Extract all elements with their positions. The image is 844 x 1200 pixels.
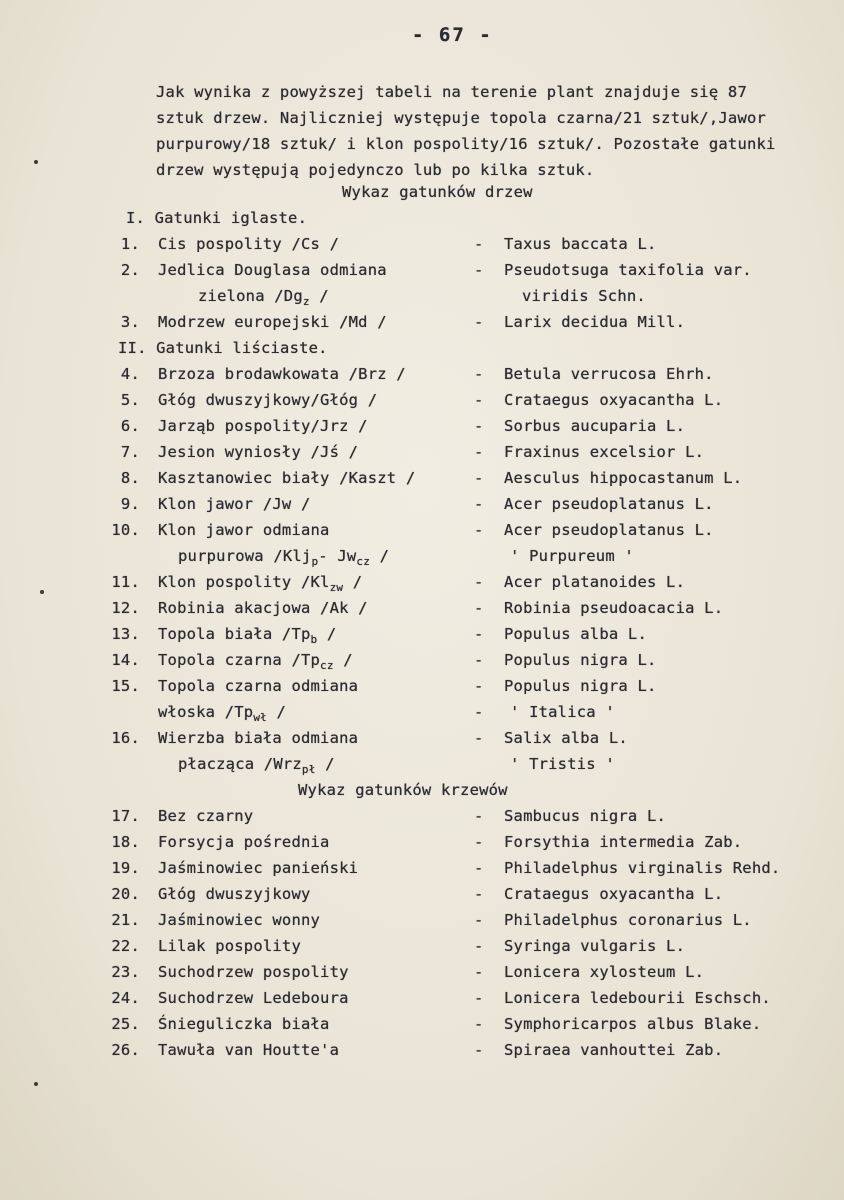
tree-subscript: cz <box>356 555 371 568</box>
tree-polish-name: Topola biała $/Tp_b$ / <box>158 625 337 646</box>
tree-number: 14. <box>111 651 140 669</box>
shrub-number: 23. <box>111 963 140 981</box>
tree-latin-name: ' Tristis ' <box>510 755 615 773</box>
tree-dash: - <box>474 651 484 669</box>
tree-latin-name: Pseudotsuga taxifolia var. <box>504 261 752 279</box>
shrub-dash: - <box>474 833 484 851</box>
tree-polish-name: Robinia akacjowa /Ak / <box>158 599 368 617</box>
tree-subscript: b <box>310 633 318 646</box>
shrub-number: 21. <box>111 911 140 929</box>
shrub-row <box>0 1015 844 1041</box>
tree-row <box>0 365 844 391</box>
shrub-latin-name: Philadelphus virginalis Rehd. <box>504 859 781 877</box>
shrub-latin-name: Symphoricarpos albus Blake. <box>504 1015 762 1033</box>
shrub-polish-name: Lilak pospolity <box>158 937 301 955</box>
intro-line-1: Jak wynika z powyższej tabeli na terenie plant znajduje się 87 <box>156 83 747 101</box>
shrub-dash: - <box>474 937 484 955</box>
shrub-dash: - <box>474 1041 484 1059</box>
shrubs-heading: Wykaz gatunków krzewów <box>298 781 508 799</box>
tree-number: 2. <box>120 261 140 279</box>
speck <box>34 160 38 164</box>
tree-latin-name: Acer platanoides L. <box>504 573 686 591</box>
shrub-row <box>0 937 844 963</box>
intro-line-3: purpurowy/18 sztuk/ i klon pospolity/16 sztuk/. Pozostałe gatunki <box>156 135 776 153</box>
shrub-dash: - <box>474 989 484 1007</box>
tree-dash: - <box>474 729 484 747</box>
tree-polish-name: Klon pospolity $/Kl_{zw}$ / <box>158 573 363 594</box>
tree-row <box>0 755 844 781</box>
tree-dash: - <box>474 261 484 279</box>
tree-subscript: z <box>302 295 310 308</box>
shrub-latin-name: Philadelphus coronarius L. <box>504 911 752 929</box>
tree-polish-name: zielona $/Dg_z$ / <box>198 287 329 308</box>
tree-latin-name: Salix alba L. <box>504 729 628 747</box>
tree-row <box>0 287 844 313</box>
tree-dash: - <box>474 677 484 695</box>
tree-latin-name: Acer pseudoplatanus L. <box>504 495 714 513</box>
tree-row <box>0 573 844 599</box>
tree-polish-name: Jesion wyniosły /Jś / <box>158 443 359 461</box>
shrub-row <box>0 833 844 859</box>
shrub-polish-name: Suchodrzew Ledeboura <box>158 989 349 1007</box>
tree-number: 5. <box>120 391 140 409</box>
tree-row <box>0 729 844 755</box>
shrub-row <box>0 807 844 833</box>
tree-number: 10. <box>111 521 140 539</box>
tree-latin-name: ' Purpureum ' <box>510 547 634 565</box>
shrub-dash: - <box>474 885 484 903</box>
tree-dash: - <box>474 391 484 409</box>
tree-polish-name: Klon jawor odmiana <box>158 521 330 539</box>
tree-row <box>0 625 844 651</box>
tree-number: 16. <box>111 729 140 747</box>
shrub-row <box>0 911 844 937</box>
tree-polish-name: włoska $/Tp_{wł}$ / <box>158 703 287 724</box>
tree-latin-name: ' Italica ' <box>510 703 615 721</box>
tree-dash: - <box>474 573 484 591</box>
shrub-number: 17. <box>111 807 140 825</box>
section-deciduous: II. Gatunki liściaste. <box>118 339 328 357</box>
shrub-polish-name: Bez czarny <box>158 807 254 825</box>
tree-number: 13. <box>111 625 140 643</box>
shrub-dash: - <box>474 911 484 929</box>
shrub-row <box>0 1041 844 1067</box>
shrub-latin-name: Lonicera xylosteum L. <box>504 963 705 981</box>
tree-row <box>0 521 844 547</box>
tree-number: 9. <box>120 495 140 513</box>
shrub-number: 26. <box>111 1041 140 1059</box>
tree-dash: - <box>474 521 484 539</box>
shrub-dash: - <box>474 807 484 825</box>
shrub-number: 22. <box>111 937 140 955</box>
tree-polish-name: Jarząb pospolity/Jrz / <box>158 417 368 435</box>
tree-latin-name: Robinia pseudoacacia L. <box>504 599 724 617</box>
tree-number: 12. <box>111 599 140 617</box>
intro-line-2: sztuk drzew. Najliczniej występuje topola czarna/21 sztuk/,Jawor <box>156 109 767 127</box>
tree-latin-name: viridis Schn. <box>522 287 646 305</box>
shrub-polish-name: Śnieguliczka biała <box>158 1015 330 1033</box>
tree-polish-name: Kasztanowiec biały /Kaszt / <box>158 469 416 487</box>
tree-dash: - <box>474 365 484 383</box>
shrub-polish-name: Suchodrzew pospolity <box>158 963 349 981</box>
tree-dash: - <box>474 469 484 487</box>
speck <box>34 1082 38 1086</box>
shrub-polish-name: Tawuła van Houtte'a <box>158 1041 340 1059</box>
tree-polish-name: Cis pospolity /Cs / <box>158 235 340 253</box>
tree-polish-name: Jedlica Douglasa odmiana <box>158 261 387 279</box>
tree-row <box>0 417 844 443</box>
tree-latin-name: Acer pseudoplatanus L. <box>504 521 714 539</box>
tree-number: 4. <box>120 365 140 383</box>
tree-latin-name: Populus nigra L. <box>504 677 657 695</box>
tree-latin-name: Crataegus oxyacantha L. <box>504 391 724 409</box>
shrub-row <box>0 989 844 1015</box>
intro-line-4: drzew występują pojedynczo lub po kilka sztuk. <box>156 161 595 179</box>
tree-polish-name: Wierzba biała odmiana <box>158 729 359 747</box>
tree-polish-name: płacząca /Wrz$_{pł}$ / <box>178 755 335 776</box>
tree-dash: - <box>474 495 484 513</box>
shrub-latin-name: Sambucus nigra L. <box>504 807 667 825</box>
tree-polish-name: Klon jawor /Jw / <box>158 495 311 513</box>
tree-latin-name: Aesculus hippocastanum L. <box>504 469 743 487</box>
shrub-latin-name: Forsythia intermedia Zab. <box>504 833 743 851</box>
tree-dash: - <box>474 417 484 435</box>
tree-polish-name: Brzoza brodawkowata /Brz / <box>158 365 406 383</box>
shrub-number: 20. <box>111 885 140 903</box>
tree-latin-name: Populus alba L. <box>504 625 647 643</box>
tree-subscript: p <box>311 555 319 568</box>
tree-dash: - <box>474 443 484 461</box>
shrub-number: 25. <box>111 1015 140 1033</box>
tree-row <box>0 495 844 521</box>
tree-number: 1. <box>120 235 140 253</box>
tree-latin-name: Betula verrucosa Ehrh. <box>504 365 714 383</box>
tree-polish-name: Topola czarna $/Tp_{cz}$ / <box>158 651 353 672</box>
shrub-latin-name: Crataegus oxyacantha L. <box>504 885 724 903</box>
shrub-number: 18. <box>111 833 140 851</box>
page-number: - 67 - <box>412 24 493 46</box>
shrub-row <box>0 859 844 885</box>
tree-polish-name: Topola czarna odmiana <box>158 677 359 695</box>
shrub-polish-name: Forsycja pośrednia <box>158 833 330 851</box>
tree-latin-name: Sorbus aucuparia L. <box>504 417 686 435</box>
speck <box>40 590 44 594</box>
tree-row <box>0 677 844 703</box>
tree-row <box>0 261 844 287</box>
tree-latin-name: Larix decidua Mill. <box>504 313 686 331</box>
shrub-latin-name: Spiraea vanhouttei Zab. <box>504 1041 724 1059</box>
tree-row <box>0 547 844 573</box>
tree-row <box>0 599 844 625</box>
shrub-dash: - <box>474 859 484 877</box>
tree-number: 6. <box>120 417 140 435</box>
tree-number: 11. <box>111 573 140 591</box>
shrub-row <box>0 885 844 911</box>
tree-row <box>0 703 844 729</box>
shrub-latin-name: Syringa vulgaris L. <box>504 937 686 955</box>
tree-dash: - <box>474 313 484 331</box>
tree-subscript: wł <box>253 711 267 724</box>
tree-subscript: cz <box>320 659 334 672</box>
tree-row <box>0 651 844 677</box>
tree-subscript: pł <box>301 763 316 776</box>
tree-latin-name: Taxus baccata L. <box>504 235 657 253</box>
shrub-dash: - <box>474 963 484 981</box>
tree-latin-name: Populus nigra L. <box>504 651 657 669</box>
tree-row <box>0 469 844 495</box>
tree-number: 7. <box>120 443 140 461</box>
tree-row <box>0 313 844 339</box>
tree-row <box>0 235 844 261</box>
tree-row <box>0 443 844 469</box>
tree-number: 15. <box>111 677 140 695</box>
trees-heading: Wykaz gatunków drzew <box>342 183 533 201</box>
shrub-number: 24. <box>111 989 140 1007</box>
tree-polish-name: Głóg dwuszyjkowy/Głóg / <box>158 391 378 409</box>
section-conifers: I. Gatunki iglaste. <box>126 209 308 227</box>
tree-dash: - <box>474 625 484 643</box>
tree-number: 8. <box>120 469 140 487</box>
shrub-number: 19. <box>111 859 140 877</box>
shrub-row <box>0 963 844 989</box>
shrub-polish-name: Jaśminowiec wonny <box>158 911 321 929</box>
shrub-polish-name: Głóg dwuszyjkowy <box>158 885 311 903</box>
shrub-latin-name: Lonicera ledebourii Eschsch. <box>504 989 771 1007</box>
tree-polish-name: purpurowa /Klj$_p$- $Jw_{cz}$ / <box>178 547 390 568</box>
tree-polish-name: Modrzew europejski /Md / <box>158 313 387 331</box>
tree-dash: - <box>474 235 484 253</box>
tree-subscript: zw <box>329 581 344 594</box>
tree-number: 3. <box>120 313 140 331</box>
tree-row <box>0 391 844 417</box>
tree-latin-name: Fraxinus excelsior L. <box>504 443 705 461</box>
tree-dash: - <box>474 703 484 721</box>
shrub-polish-name: Jaśminowiec panieński <box>158 859 359 877</box>
shrub-dash: - <box>474 1015 484 1033</box>
tree-dash: - <box>474 599 484 617</box>
